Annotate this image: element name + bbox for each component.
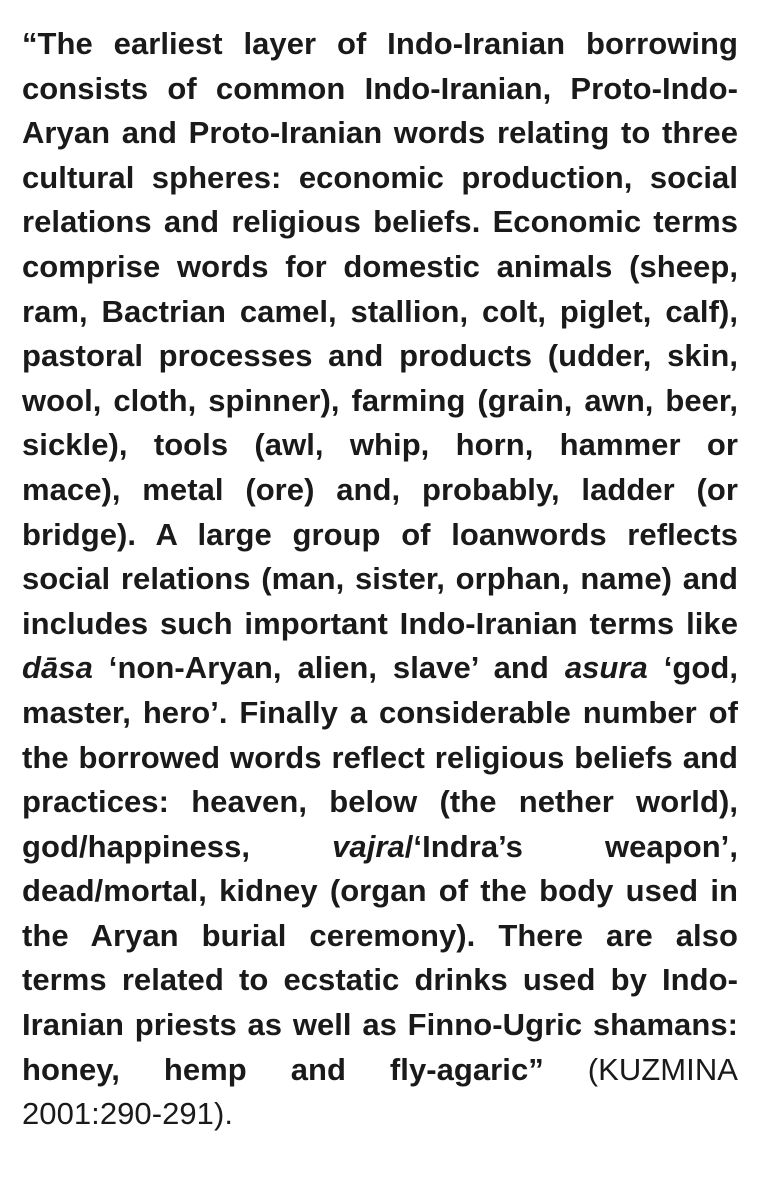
quote-text-part1: “The earliest layer of Indo-Iranian borrowing consists of common Indo-Iranian, Proto-Indo-Aryan and Proto-Iranian words relating to three cultural spheres: economic production, social relations and religious beliefs. Economic terms comprise words for domestic animals (sheep, ram, Bactrian camel, stallion, colt, piglet, calf), pastoral processes and products (udder, skin, wool, cloth, spinner), farming (grain, awn, beer, sickle), tools (awl, whip, horn, hammer or mace), metal (ore) and, probably, ladder (or bridge). A large group of loanwords reflects social relations (man, sister, orphan, name) and includes such important Indo-Iranian terms like xyxy=(22,26,738,641)
quote-text-part4: /‘Indra’s weapon’, dead/mortal, kidney (organ of the body used in the Aryan burial ceremony). There are also terms related to ecstatic drinks used by Indo-Iranian priests as well as Finno-Ugric shamans: honey, hemp and fly-agaric” xyxy=(22,828,739,1087)
term-dasa: dāsa xyxy=(22,650,93,686)
quote-paragraph xyxy=(22,22,738,1137)
term-vajra: vajra xyxy=(332,828,405,864)
quote-text xyxy=(22,26,738,1087)
quote-text-part3: ‘god, master, hero’. Finally a considerable number of the borrowed words reflect religious beliefs and practices: heaven, below (the nether world), god/happiness, xyxy=(22,650,738,864)
citation: (KUZMINA 2001:290-291). xyxy=(22,1051,738,1132)
term-asura: asura xyxy=(564,650,648,686)
quote-text-part2: ‘non-Aryan, alien, slave’ and xyxy=(92,650,565,686)
